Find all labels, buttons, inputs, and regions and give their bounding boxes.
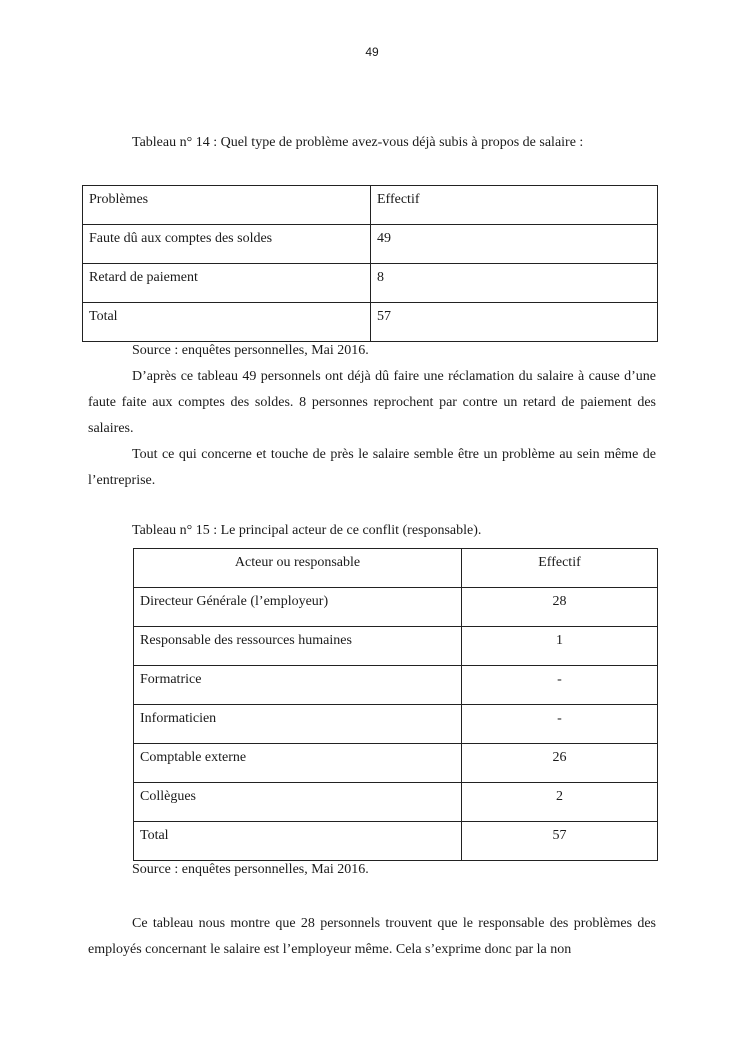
table-cell: Responsable des ressources humaines	[134, 627, 462, 666]
header-cell: Effectif	[462, 549, 658, 588]
paragraph-3	[88, 911, 656, 963]
table-15-source: Source : enquêtes personnelles, Mai 2016.	[132, 862, 369, 877]
table-row	[134, 666, 658, 705]
table-cell: 8	[371, 264, 658, 303]
paragraph-1-text: D’après ce tableau 49 personnels ont déjà dû faire une réclamation du salaire à cause d’une faute faite aux comptes des soldes. 8 personnes reprochent par contre un retard de paiement des salaires.	[88, 369, 656, 436]
table-cell: Faute dû aux comptes des soldes	[83, 225, 371, 264]
table-cell: Informaticien	[134, 705, 462, 744]
table-row	[83, 303, 658, 342]
table-15	[133, 548, 658, 861]
table-cell: Comptable externe	[134, 744, 462, 783]
table-cell: 1	[462, 627, 658, 666]
table-cell: Directeur Générale (l’employeur)	[134, 588, 462, 627]
paragraph-2-text: Tout ce qui concerne et touche de près le salaire semble être un problème au sein même de l’entreprise.	[88, 447, 656, 488]
table-row	[134, 822, 658, 861]
table-cell: -	[462, 705, 658, 744]
table-cell: Retard de paiement	[83, 264, 371, 303]
table-cell: 49	[371, 225, 658, 264]
paragraph-3-text: Ce tableau nous montre que 28 personnels trouvent que le responsable des problèmes des employés concernant le salaire est l’employeur même. Cela s’exprime donc par la non	[88, 916, 656, 957]
table-cell: 57	[462, 822, 658, 861]
table-row	[134, 783, 658, 822]
table-14-source: Source : enquêtes personnelles, Mai 2016.	[132, 343, 369, 358]
table-row	[134, 744, 658, 783]
table-header-row	[83, 186, 658, 225]
table-cell: Total	[83, 303, 371, 342]
table-cell: -	[462, 666, 658, 705]
table-cell: Formatrice	[134, 666, 462, 705]
table-14	[82, 185, 658, 342]
table-header-row	[134, 549, 658, 588]
table-row	[134, 705, 658, 744]
paragraph-2	[88, 442, 656, 494]
table-row	[134, 627, 658, 666]
table-14-caption: Tableau n° 14 : Quel type de problème avez-vous déjà subis à propos de salaire :	[132, 135, 584, 150]
table-cell: Total	[134, 822, 462, 861]
table-row	[83, 225, 658, 264]
table-cell: 26	[462, 744, 658, 783]
table-15-caption: Tableau n° 15 : Le principal acteur de ce conflit (responsable).	[132, 523, 482, 538]
table-cell: 57	[371, 303, 658, 342]
header-cell: Acteur ou responsable	[134, 549, 462, 588]
header-cell: Effectif	[371, 186, 658, 225]
table-cell: 2	[462, 783, 658, 822]
paragraph-1	[88, 364, 656, 442]
table-row	[83, 264, 658, 303]
table-row	[134, 588, 658, 627]
table-cell: 28	[462, 588, 658, 627]
header-cell: Problèmes	[83, 186, 371, 225]
page-number: 49	[365, 45, 379, 59]
table-cell: Collègues	[134, 783, 462, 822]
